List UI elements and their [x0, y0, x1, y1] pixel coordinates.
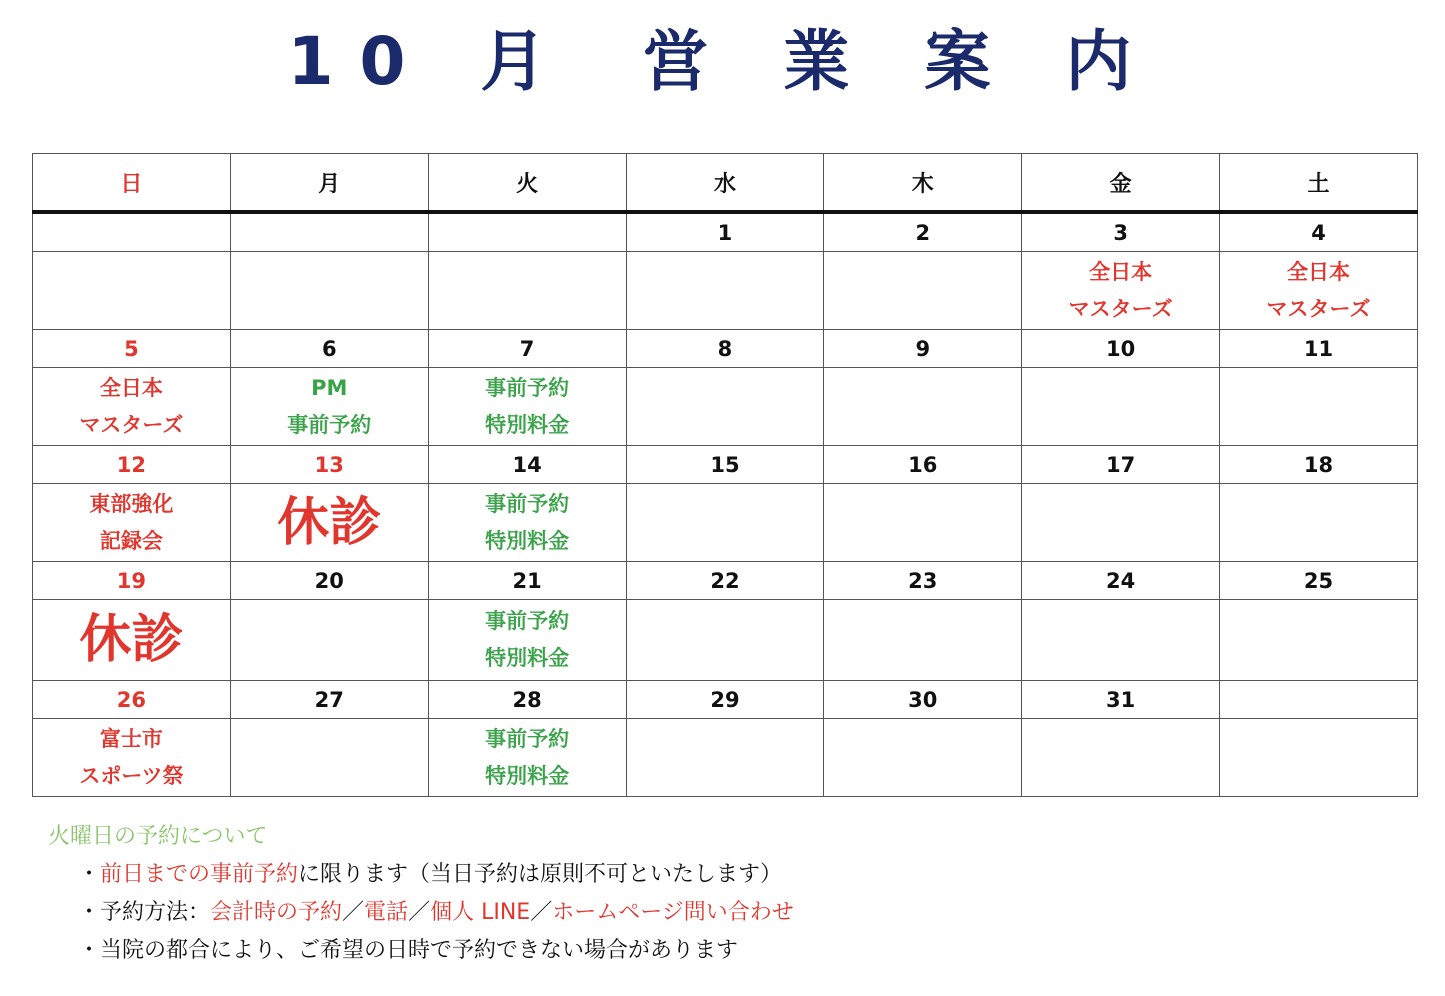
date-cell: 5: [33, 330, 231, 368]
reservation-note: 特別料金: [485, 412, 570, 437]
tuesday-reservation-notes: [48, 818, 794, 970]
weekday-fri: 金: [1022, 154, 1220, 213]
date-cell: 6: [230, 330, 428, 368]
note-cell: [428, 252, 626, 330]
note-cell: [33, 484, 231, 562]
event-note: 記録会: [99, 528, 163, 553]
date-cell: 21: [428, 562, 626, 600]
notes-heading: 火曜日の予約について: [48, 824, 268, 849]
date-cell: 22: [626, 562, 824, 600]
reservation-note: 事前予約: [485, 375, 570, 400]
date-cell: 24: [1022, 562, 1220, 600]
date-cell: 31: [1022, 681, 1220, 719]
note-cell: [1220, 368, 1418, 446]
date-cell: [1220, 681, 1418, 719]
note-cell: [626, 719, 824, 797]
note-cell: [33, 719, 231, 797]
notes-item-disclaimer: ・当院の都合により、ご希望の日時で予約できない場合があります: [78, 938, 739, 963]
note-cell: [626, 484, 824, 562]
methods-label: ・予約方法：: [78, 900, 211, 925]
note-cell: [1022, 252, 1220, 330]
note-cell: [626, 368, 824, 446]
date-cell: 13: [230, 446, 428, 484]
note-cell: [824, 484, 1022, 562]
reservation-note: 特別料金: [485, 763, 570, 788]
date-cell: 30: [824, 681, 1022, 719]
note-cell: [230, 368, 428, 446]
note-cell: [1220, 484, 1418, 562]
title-month: 10 月: [287, 23, 573, 100]
note-cell: [33, 600, 231, 681]
closed-label: 休診: [79, 610, 184, 670]
note-cell: [1220, 252, 1418, 330]
method-line: 個人 LINE: [430, 900, 531, 925]
date-cell: 8: [626, 330, 824, 368]
note-cell: [1220, 600, 1418, 681]
week-1-notes: [33, 252, 1418, 330]
note-cell: [1022, 600, 1220, 681]
week-3-dates: [33, 446, 1418, 484]
week-3-notes: [33, 484, 1418, 562]
reservation-note: 事前予約: [485, 726, 570, 751]
weekday-wed: 水: [626, 154, 824, 213]
reservation-note: 事前予約: [287, 412, 372, 437]
event-note: スポーツ祭: [79, 763, 184, 788]
note-cell: [1022, 719, 1220, 797]
date-cell: 28: [428, 681, 626, 719]
note-cell: [428, 719, 626, 797]
date-cell: 1: [626, 212, 824, 252]
note-cell: [1022, 484, 1220, 562]
note-cell: [428, 484, 626, 562]
week-4-dates: [33, 562, 1418, 600]
date-cell: 23: [824, 562, 1022, 600]
date-cell: 3: [1022, 212, 1220, 252]
date-cell: 18: [1220, 446, 1418, 484]
date-cell: 9: [824, 330, 1022, 368]
date-cell: 10: [1022, 330, 1220, 368]
note-cell: [33, 252, 231, 330]
separator: ／: [530, 900, 553, 925]
note-cell: [824, 600, 1022, 681]
method-checkout: 会計時の予約: [210, 900, 343, 925]
notes-item-advance: [48, 856, 794, 894]
note-cell: [824, 252, 1022, 330]
event-note: 全日本: [99, 375, 163, 400]
note-cell: [824, 368, 1022, 446]
date-cell: [33, 212, 231, 252]
date-cell: 20: [230, 562, 428, 600]
week-4-notes: [33, 600, 1418, 681]
note-cell: [33, 368, 231, 446]
event-note: マスターズ: [1266, 296, 1371, 321]
note-cell: [824, 719, 1022, 797]
event-note: マスターズ: [79, 412, 184, 437]
date-cell: 17: [1022, 446, 1220, 484]
advance-reservation-highlight: 前日までの事前予約: [100, 862, 299, 887]
note-cell: [626, 252, 824, 330]
event-note: マスターズ: [1068, 296, 1173, 321]
weekday-header-row: [33, 154, 1418, 213]
separator: ／: [408, 900, 431, 925]
week-5-dates: [33, 681, 1418, 719]
date-cell: 14: [428, 446, 626, 484]
event-note: 全日本: [1089, 259, 1153, 284]
date-cell: 11: [1220, 330, 1418, 368]
event-note: 全日本: [1287, 259, 1351, 284]
bullet: ・: [78, 862, 101, 887]
weekday-mon: 月: [230, 154, 428, 213]
reservation-note: PM: [311, 375, 348, 400]
note-cell: [1220, 719, 1418, 797]
date-cell: 26: [33, 681, 231, 719]
date-cell: 25: [1220, 562, 1418, 600]
date-cell: 12: [33, 446, 231, 484]
note-cell: [626, 600, 824, 681]
date-cell: 16: [824, 446, 1022, 484]
weekday-sat: 土: [1220, 154, 1418, 213]
note-cell: [230, 600, 428, 681]
weekday-thu: 木: [824, 154, 1022, 213]
event-note: 富士市: [99, 726, 163, 751]
reservation-note: 特別料金: [485, 528, 570, 553]
week-2-dates: [33, 330, 1418, 368]
note-cell: [428, 600, 626, 681]
date-cell: 27: [230, 681, 428, 719]
week-2-notes: [33, 368, 1418, 446]
reservation-note: 特別料金: [485, 646, 570, 670]
event-note: 東部強化: [89, 491, 174, 516]
date-cell: 29: [626, 681, 824, 719]
note-cell: [428, 368, 626, 446]
date-cell: 15: [626, 446, 824, 484]
calendar-table: [32, 153, 1418, 797]
page-title: [0, 22, 1445, 102]
notes-item-text: に限ります（当日予約は原則不可といたします）: [298, 862, 783, 887]
note-cell: [230, 484, 428, 562]
weekday-tue: 火: [428, 154, 626, 213]
note-cell: [230, 252, 428, 330]
week-1-dates: [33, 212, 1418, 252]
method-website: ホームページ問い合わせ: [552, 900, 794, 925]
date-cell: 4: [1220, 212, 1418, 252]
weekday-sun: 日: [33, 154, 231, 213]
note-cell: [230, 719, 428, 797]
closed-label: 休診: [277, 492, 382, 553]
title-text: 営 業 案 内: [642, 23, 1158, 100]
date-cell: [230, 212, 428, 252]
date-cell: 2: [824, 212, 1022, 252]
date-cell: 19: [33, 562, 231, 600]
separator: ／: [342, 900, 365, 925]
week-5-notes: [33, 719, 1418, 797]
note-cell: [1022, 368, 1220, 446]
method-phone: 電話: [364, 900, 409, 925]
reservation-note: 事前予約: [485, 491, 570, 516]
reservation-note: 事前予約: [485, 609, 570, 633]
date-cell: 7: [428, 330, 626, 368]
notes-item-methods: [48, 894, 794, 932]
date-cell: [428, 212, 626, 252]
